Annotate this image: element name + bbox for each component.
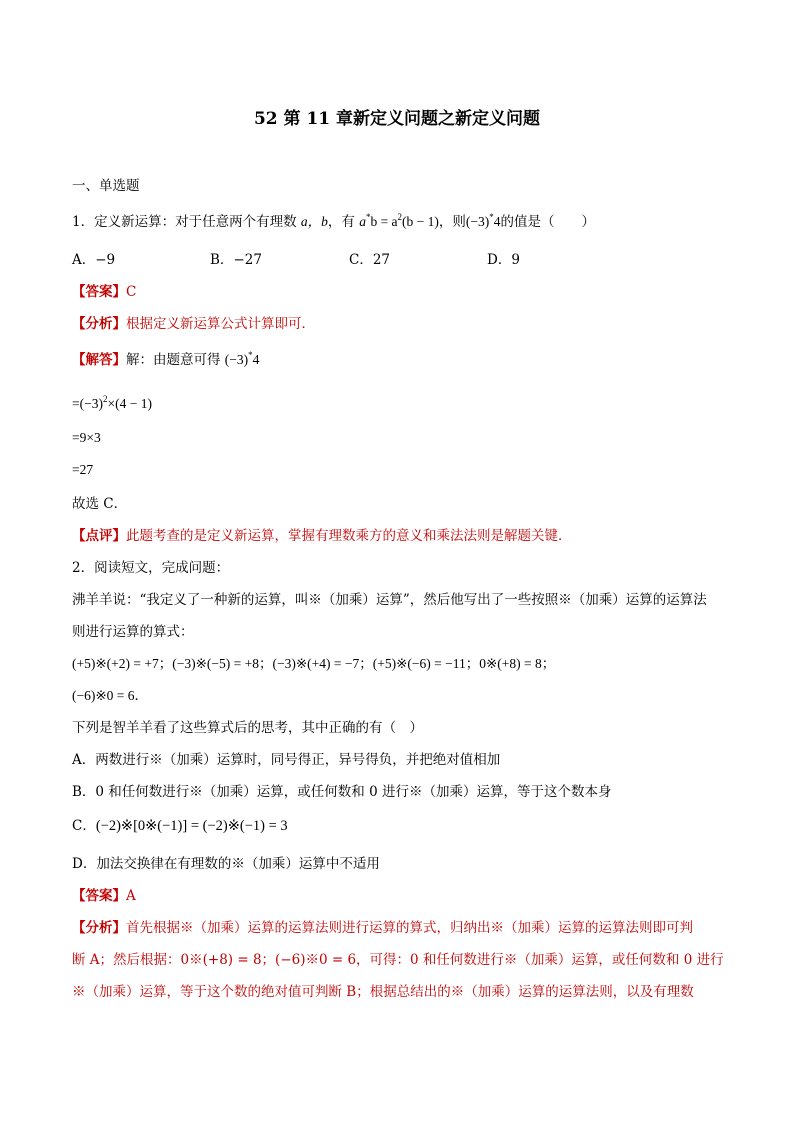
q2-answer-value: A bbox=[126, 888, 136, 904]
q2-option-b: B．0 和任何数进行※（加乘）运算，或任何数和 0 进行※（加乘）运算，等于这个数本身 bbox=[72, 784, 612, 800]
q1-solution-lead: 解：由题意可得 bbox=[126, 352, 221, 368]
q1-answer-value: C bbox=[126, 284, 137, 300]
q1-answer bbox=[72, 282, 136, 302]
q2-analysis-text-1: 首先根据※（加乘）运算的运算法则进行运算的算式，归纳出※（加乘）运算的运算法则即可判 bbox=[126, 920, 693, 936]
q1-step-2: =9×3 bbox=[72, 430, 101, 445]
q1-expr bbox=[466, 214, 501, 229]
q1-option-a: A．−9 bbox=[72, 252, 116, 268]
q1-answer-tag: 【答案】 bbox=[72, 284, 126, 300]
q1-formula-sup: * bbox=[365, 212, 371, 222]
q2-option-c-lead: C． bbox=[72, 818, 96, 834]
q2-answer-tag: 【答案】 bbox=[72, 888, 126, 904]
q1-option-d: D．9 bbox=[487, 252, 520, 268]
q2-question: 下列是智羊羊看了这些算式后的思考，其中正确的有（ ） bbox=[72, 720, 423, 736]
q1-option-c: C．27 bbox=[349, 252, 391, 268]
q2-stem: 2．阅读短文，完成问题： bbox=[72, 560, 230, 576]
q2-para-1: 沸羊羊说：“我定义了一种新的运算，叫※（加乘）运算”，然后他写出了一些按照※（加乘）运算的运算法 bbox=[72, 592, 707, 608]
q1-options bbox=[72, 250, 520, 270]
q2-analysis-2: 断 A；然后根据：0※(+8) = 8；(−6)※0 = 6，可得：0 和任何数进行※（加乘）运算，或任何数和 0 进行 bbox=[72, 952, 724, 968]
q2-answer bbox=[72, 886, 136, 906]
q1-conclusion: 故选 C． bbox=[72, 496, 128, 512]
q1-stem-a: 1．定义新运算：对于任意两个有理数 bbox=[72, 214, 297, 230]
q1-formula-sup2: 2 bbox=[397, 212, 403, 222]
q2-analysis-tag: 【分析】 bbox=[72, 920, 126, 936]
q1-step-1 bbox=[72, 394, 152, 414]
q1-formula-a: a bbox=[359, 214, 366, 229]
q1-step1-sup: 2 bbox=[102, 394, 108, 404]
q1-comment-text: 此题考查的是定义新运算，掌握有理数乘方的意义和乘法法则是解题关键． bbox=[126, 528, 572, 544]
q1-analysis-text: 根据定义新运算公式计算即可． bbox=[126, 316, 315, 332]
q1-step-3: =27 bbox=[72, 462, 94, 477]
q1-comment bbox=[72, 526, 572, 546]
q1-step1-a: =(−3) bbox=[72, 396, 103, 411]
q1-solution-tag: 【解答】 bbox=[72, 352, 126, 368]
q1-sol-expr-rest: 4 bbox=[252, 352, 260, 367]
q1-stem-b: ，有 bbox=[327, 214, 355, 230]
q1-formula-rest2: (b − 1) bbox=[402, 214, 439, 229]
page-title: 52 第 11 章新定义问题之新定义问题 bbox=[253, 109, 541, 129]
q1-solution-expr bbox=[225, 352, 260, 367]
q1-option-b: B．−27 bbox=[210, 252, 262, 268]
q1-formula-rest: b = a bbox=[370, 214, 398, 229]
q2-option-a: A．两数进行※（加乘）运算时，同号得正，异号得负，并把绝对值相加 bbox=[72, 752, 501, 768]
q1-stem-vars: a，b bbox=[300, 214, 328, 229]
q1-step1-b: ×(4 − 1) bbox=[107, 396, 152, 411]
q2-option-c-expr: (−2)※[0※(−1)] = (−2)※(−1) = 3 bbox=[95, 818, 288, 834]
q1-expr-rest: 4 bbox=[493, 214, 501, 229]
q2-analysis-1 bbox=[72, 918, 693, 938]
q1-expr-sup: * bbox=[489, 212, 494, 222]
q1-stem bbox=[72, 212, 595, 232]
section-heading: 一、单选题 bbox=[72, 178, 140, 194]
q1-stem-d: 的值是（ ） bbox=[500, 214, 596, 230]
q1-comment-tag: 【点评】 bbox=[72, 528, 126, 544]
q2-option-c bbox=[72, 816, 288, 836]
q1-analysis-tag: 【分析】 bbox=[72, 316, 126, 332]
q2-analysis-3: ※（加乘）运算，等于这个数的绝对值可判断 B；根据总结出的※（加乘）运算的运算法则，以及有理数 bbox=[72, 984, 694, 1000]
q1-stem-c: ，则 bbox=[438, 214, 466, 230]
q1-expr-base: (−3) bbox=[465, 214, 490, 229]
q1-sol-expr-sup: * bbox=[248, 350, 253, 360]
q2-option-d: D．加法交换律在有理数的※（加乘）运算中不适用 bbox=[72, 856, 380, 872]
q2-para-2: 则进行运算的算式： bbox=[72, 624, 194, 640]
q1-solution bbox=[72, 350, 259, 370]
q2-equations-2: (−6)※0 = 6． bbox=[72, 688, 149, 703]
q2-equations-1: (+5)※(+2) = +7；(−3)※(−5) = +8；(−3)※(+4) = −7；(+5)※(−6) = −11；0※(+8) = 8； bbox=[72, 656, 556, 671]
q1-analysis bbox=[72, 314, 315, 334]
q1-formula bbox=[359, 214, 439, 229]
q1-sol-expr-base: (−3) bbox=[224, 352, 249, 367]
